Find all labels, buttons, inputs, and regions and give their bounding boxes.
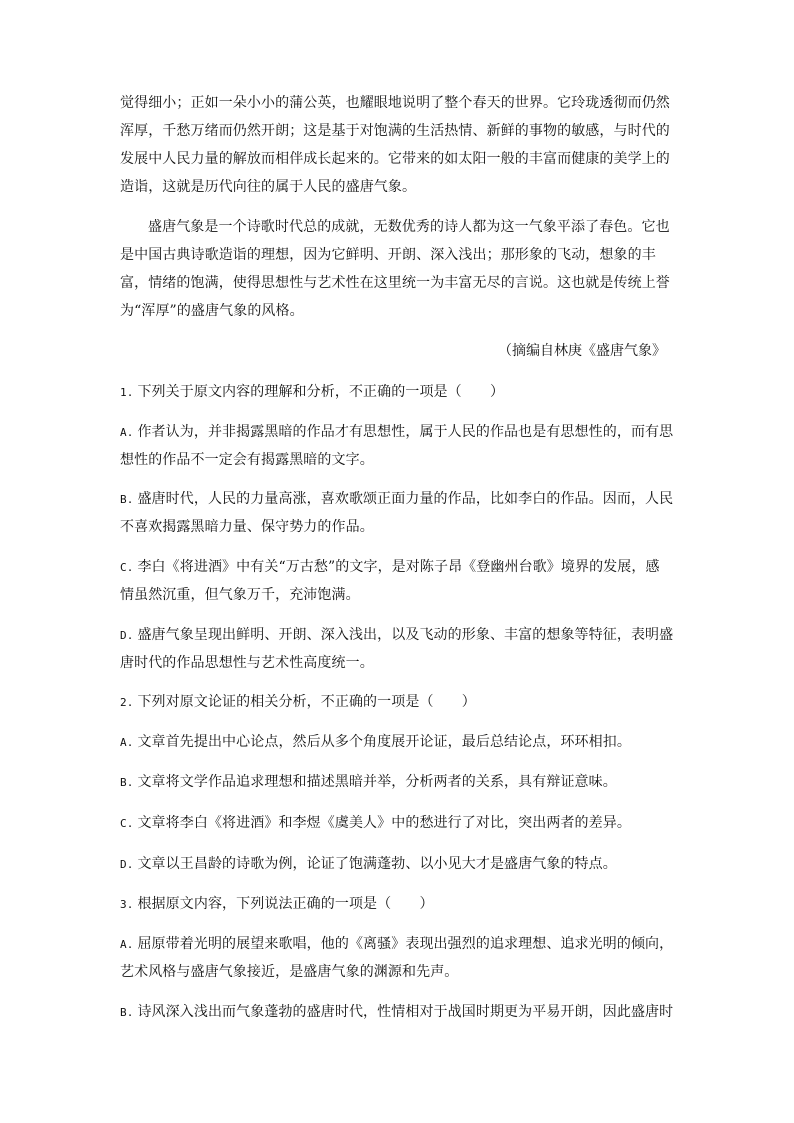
passage-line: 盛唐气象是一个诗歌时代总的成就，无数优秀的诗人都为这一气象平添了春色。它也 bbox=[148, 219, 670, 235]
passage-line: 造诣，这就是历代向往的属于人民的盛唐气象。 bbox=[120, 179, 417, 195]
passage-line: 是中国古典诗歌造诣的理想，因为它鲜明、开朗、深入浅出；那形象的飞动，想象的丰 bbox=[120, 247, 656, 263]
option-line bbox=[120, 773, 680, 792]
option-text: 文章以王昌龄的诗歌为例，论证了饱满蓬勃、以小见大才是盛唐气象的特点。 bbox=[137, 856, 617, 872]
question-number: 3. bbox=[120, 898, 134, 911]
option-letter: D. bbox=[120, 629, 134, 642]
question-text: 下列关于原文内容的理解和分析，不正确的一项是（ ） bbox=[137, 384, 505, 400]
option-line bbox=[120, 490, 680, 509]
option-text: 屈原带着光明的展望来歌唱，他的《离骚》表现出强烈的追求理想、追求光明的倾向， bbox=[137, 936, 674, 952]
option-text: 文章首先提出中心论点，然后从多个角度展开论证，最后总结论点，环环相扣。 bbox=[137, 734, 631, 750]
question-stem bbox=[120, 895, 680, 914]
passage-line: 觉得细小；正如一朵小小的蒲公英，也耀眼地说明了整个春天的世界。它玲珑透彻而仍然 bbox=[120, 95, 670, 111]
option-letter: C. bbox=[120, 817, 134, 830]
option-line: 情虽然沉重，但气象万千，充沛饱满。 bbox=[120, 587, 360, 603]
option-letter: B. bbox=[120, 493, 134, 506]
option-letter: A. bbox=[120, 736, 134, 749]
question-stem bbox=[120, 693, 680, 712]
option-text: 诗风深入浅出而气象蓬勃的盛唐时代，性情相对于战国时期更为平易开朗，因此盛唐时 bbox=[137, 1004, 674, 1020]
question-number: 2. bbox=[120, 696, 134, 709]
option-letter: C. bbox=[120, 561, 134, 574]
option-line bbox=[120, 1003, 680, 1022]
option-line bbox=[120, 733, 680, 752]
option-text: 李白《将进酒》中有关“万古愁”的文字，是对陈子昂《登幽州台歌》境界的发展，感 bbox=[137, 559, 660, 575]
option-line bbox=[120, 626, 680, 645]
option-line: 不喜欢揭露黑暗力量、保守势力的作品。 bbox=[120, 519, 374, 535]
option-line bbox=[120, 423, 680, 442]
passage-line: 发展中人民力量的解放而相伴成长起来的。它带来的如太阳一般的丰富而健康的美学上的 bbox=[120, 151, 670, 167]
option-text: 作者认为，并非揭露黑暗的作品才有思想性，属于人民的作品也是有思想性的，而有思 bbox=[137, 424, 674, 440]
option-text: 盛唐气象呈现出鲜明、开朗、深入浅出，以及飞动的形象、丰富的想象等特征，表明盛 bbox=[137, 627, 674, 643]
question-text: 根据原文内容，下列说法正确的一项是（ ） bbox=[137, 896, 434, 912]
question-number: 1. bbox=[120, 386, 134, 399]
option-text: 文章将李白《将进酒》和李煜《虞美人》中的愁进行了对比，突出两者的差异。 bbox=[137, 815, 631, 831]
question-text: 下列对原文论证的相关分析，不正确的一项是（ ） bbox=[137, 694, 476, 710]
option-line: 唐时代的作品思想性与艺术性高度统一。 bbox=[120, 655, 374, 671]
option-line bbox=[120, 814, 680, 833]
option-letter: B. bbox=[120, 1006, 134, 1019]
option-line: 想性的作品不一定会有揭露黑暗的文字。 bbox=[120, 452, 374, 468]
option-letter: D. bbox=[120, 858, 134, 871]
source-attribution: （摘编自林庚《盛唐气象》 bbox=[498, 343, 666, 359]
option-letter: A. bbox=[120, 426, 134, 439]
option-text: 盛唐时代，人民的力量高涨，喜欢歌颂正面力量的作品，比如李白的作品。因而，人民 bbox=[137, 491, 674, 507]
option-line bbox=[120, 855, 680, 874]
passage-line: 浑厚，千愁万绪而仍然开朗；这是基于对饱满的生活热情、新鲜的事物的敏感，与时代的 bbox=[120, 123, 670, 139]
option-letter: B. bbox=[120, 776, 134, 789]
passage-line: 为“浑厚”的盛唐气象的风格。 bbox=[120, 303, 304, 319]
passage-line: 富，情绪的饱满，使得思想性与艺术性在这里统一为丰富无尽的言说。这也就是传统上誉 bbox=[120, 275, 670, 291]
option-line: 艺术风格与盛唐气象接近，是盛唐气象的渊源和先声。 bbox=[120, 964, 459, 980]
option-line bbox=[120, 935, 680, 954]
question-stem bbox=[120, 383, 680, 402]
option-text: 文章将文学作品追求理想和描述黑暗并举，分析两者的关系，具有辩证意味。 bbox=[137, 774, 617, 790]
option-letter: A. bbox=[120, 938, 134, 951]
option-line bbox=[120, 558, 680, 577]
